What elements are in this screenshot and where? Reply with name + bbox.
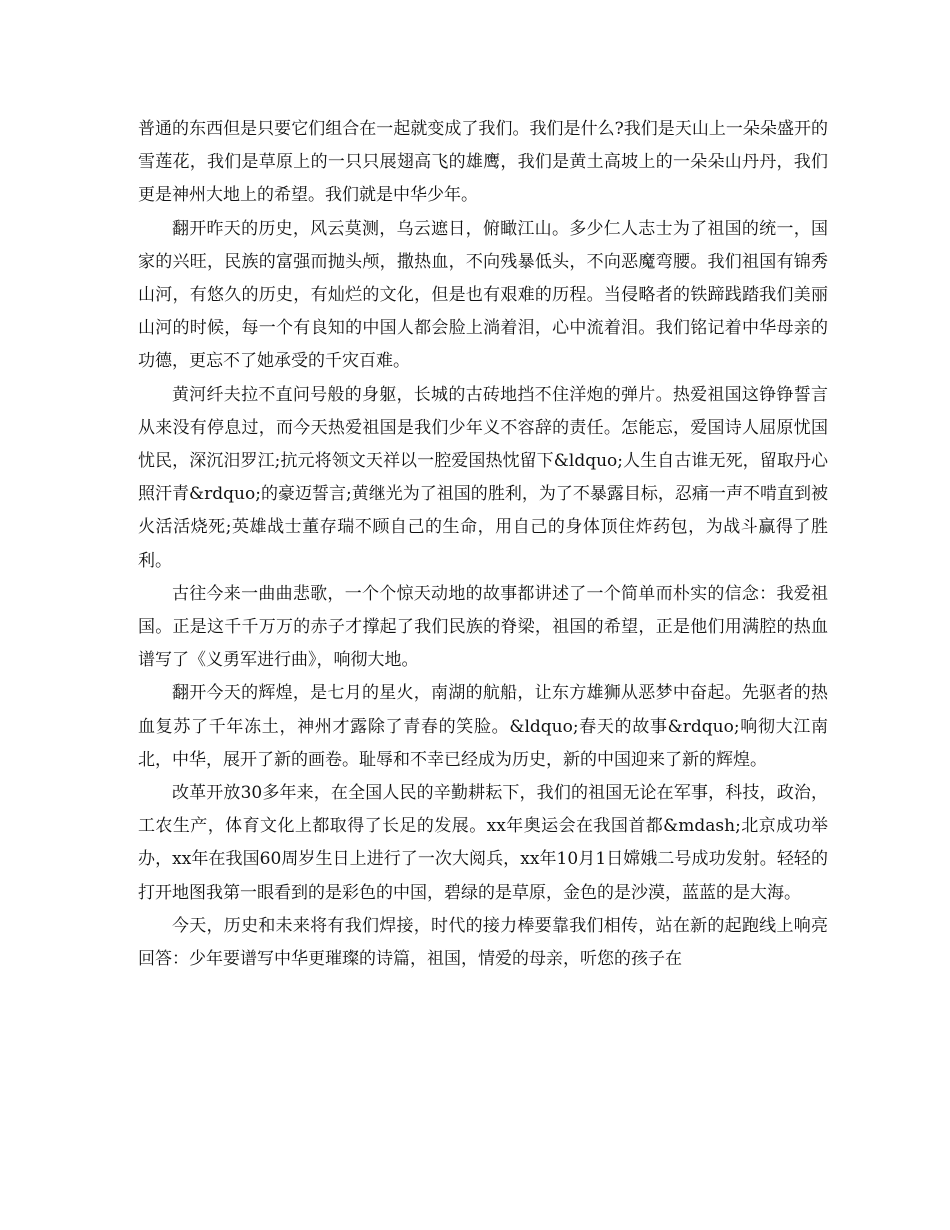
paragraph-1: 普通的东西但是只要它们组合在一起就变成了我们。我们是什么?我们是天山上一朵朵盛开的雪莲花，我们是草原上的一只只展翅高飞的雄鹰，我们是黄土高坡上的一朵朵山丹丹，我们更是神州大地上的希望。我们就是中华少年。: [138, 119, 828, 206]
paragraph-4: 古往今来一曲曲悲歌，一个个惊天动地的故事都讲述了一个简单而朴实的信念：我爱祖国。正是这千千万万的赤子才撑起了我们民族的脊梁，祖国的希望，正是他们用满腔的热血谱写了《义勇军进行曲》，响彻大地。: [138, 583, 828, 671]
paragraph-2: 翻开昨天的历史，风云莫测，乌云遮日，俯瞰江山。多少仁人志士为了祖国的统一，国家的兴旺，民族的富强而抛头颅，撒热血，不向残暴低头，不向恶魔弯腰。我们祖国有锦秀山河，有悠久的历史，有灿烂的文化，但是也有艰难的历程。当侵略者的铁蹄践踏我们美丽山河的时候，每一个有良知的中国人都会脸上淌着泪，心中流着泪。我们铭记着中华母亲的功德，更忘不了她承受的千灾百难。: [138, 218, 828, 372]
document-body: [138, 113, 828, 976]
paragraph-5: 翻开今天的辉煌，是七月的星火，南湖的航船，让东方雄狮从恶梦中奋起。先驱者的热血复苏了千年冻土，神州才露除了青春的笑脸。&ldquo;春天的故事&rdquo;响彻大江南北，中华，展开了新的画卷。耻辱和不幸已经成为历史，新的中国迎来了新的辉煌。: [138, 683, 828, 770]
paragraph-7: 今天，历史和未来将有我们焊接，时代的接力棒要靠我们相传，站在新的起跑线上响亮回答：少年要谱写中华更璀璨的诗篇，祖国，情爱的母亲，听您的孩子在: [138, 915, 828, 970]
paragraph-6: 改革开放30多年来，在全国人民的辛勤耕耘下，我们的祖国无论在军事，科技，政治，工农生产，体育文化上都取得了长足的发展。xx年奥运会在我国首都&mdash;北京成功举办，xx年在我国60周岁生日上进行了一次大阅兵，xx年10月1日嫦娥二号成功发射。轻轻的打开地图我第一眼看到的是彩色的中国，碧绿的是草原，金色的是沙漠，蓝蓝的是大海。: [138, 783, 828, 903]
paragraph-3: 黄河纤夫拉不直问号般的身躯，长城的古砖地挡不住洋炮的弹片。热爱祖国这铮铮誓言从来没有停息过，而今天热爱祖国是我们少年义不容辞的责任。怎能忘，爱国诗人屈原忧国忧民，深沉汨罗江;抗元将领文天祥以一腔爱国热忱留下&ldquo;人生自古谁无死，留取丹心照汗青&rdquo;的豪迈誓言;黄继光为了祖国的胜利，为了不暴露目标，忍痛一声不啃直到被火活活烧死;英雄战士董存瑞不顾自己的生命，用自己的身体顶住炸药包，为战斗赢得了胜利。: [138, 384, 828, 571]
